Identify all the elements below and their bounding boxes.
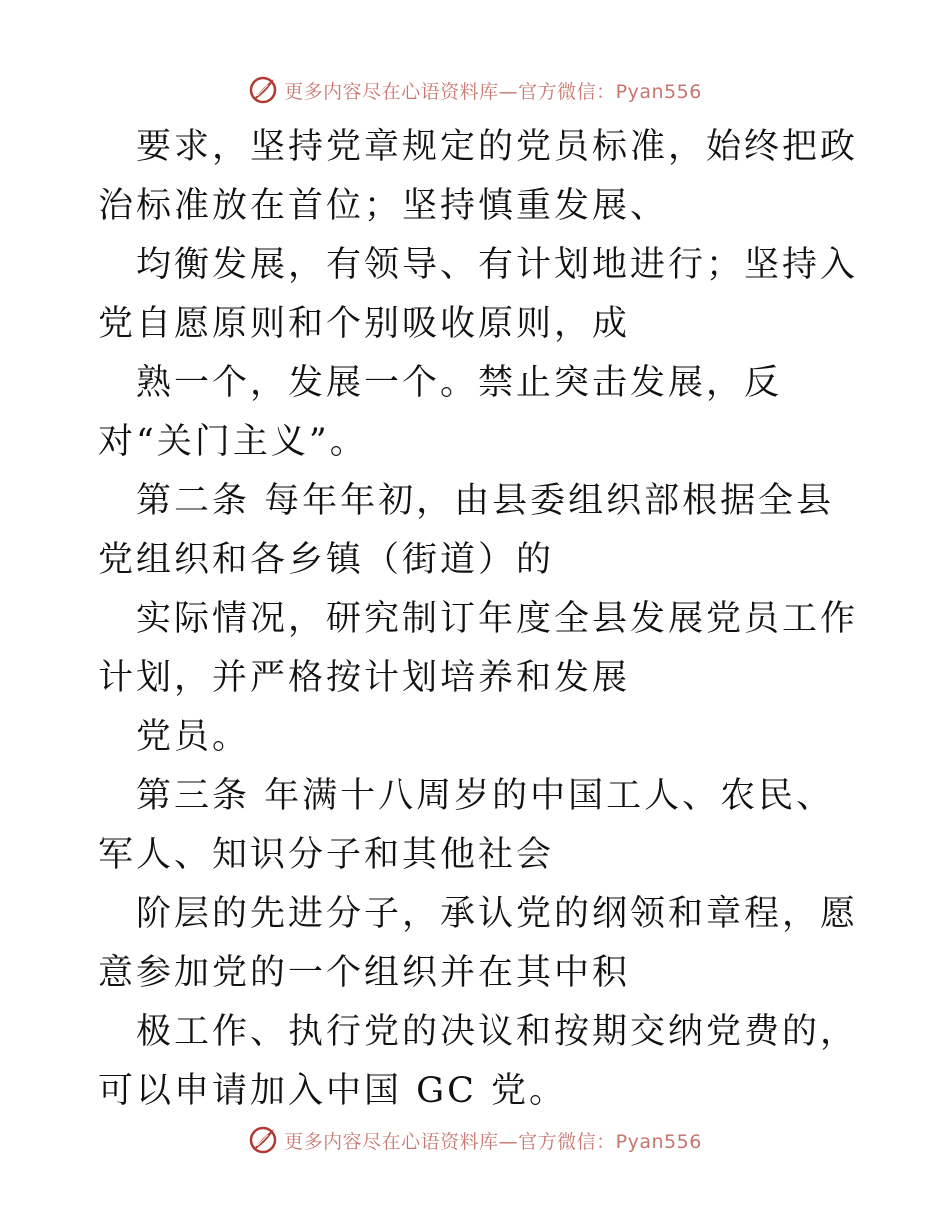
footer-watermark bbox=[0, 1120, 950, 1160]
footer-watermark-text: 更多内容尽在心语资料库—官方微信：Pyan556 bbox=[284, 1130, 702, 1153]
paragraph-3: 熟一个，发展一个。禁止突击发展，反对“关门主义”。 bbox=[98, 363, 783, 462]
paragraph-1: 要求，坚持党章规定的党员标准，始终把政治标准放在首位；坚持慎重发展、 bbox=[98, 127, 859, 226]
feather-pen-logo-icon bbox=[248, 1125, 278, 1155]
paragraph-7: 第三条 年满十八周岁的中国工人、农民、军人、知识分子和其他社会 bbox=[98, 776, 835, 875]
paragraph-4: 第二条 每年年初，由县委组织部根据全县党组织和各乡镇（街道）的 bbox=[98, 481, 835, 580]
paragraph-5: 实际情况，研究制订年度全县发展党员工作计划，并严格按计划培养和发展 bbox=[98, 599, 859, 698]
feather-pen-logo-icon bbox=[248, 75, 278, 105]
paragraph-9: 极工作、执行党的决议和按期交纳党费的，可以申请加入中国 GC 党。 bbox=[98, 1012, 859, 1111]
document-body bbox=[98, 118, 868, 1121]
paragraph-6: 党员。 bbox=[136, 717, 251, 757]
paragraph-2: 均衡发展，有领导、有计划地进行；坚持入党自愿原则和个别吸收原则，成 bbox=[98, 245, 859, 344]
paragraph-8: 阶层的先进分子，承认党的纲领和章程，愿意参加党的一个组织并在其中积 bbox=[98, 894, 859, 993]
header-watermark-text: 更多内容尽在心语资料库—官方微信：Pyan556 bbox=[284, 80, 702, 103]
header-watermark bbox=[0, 70, 950, 110]
